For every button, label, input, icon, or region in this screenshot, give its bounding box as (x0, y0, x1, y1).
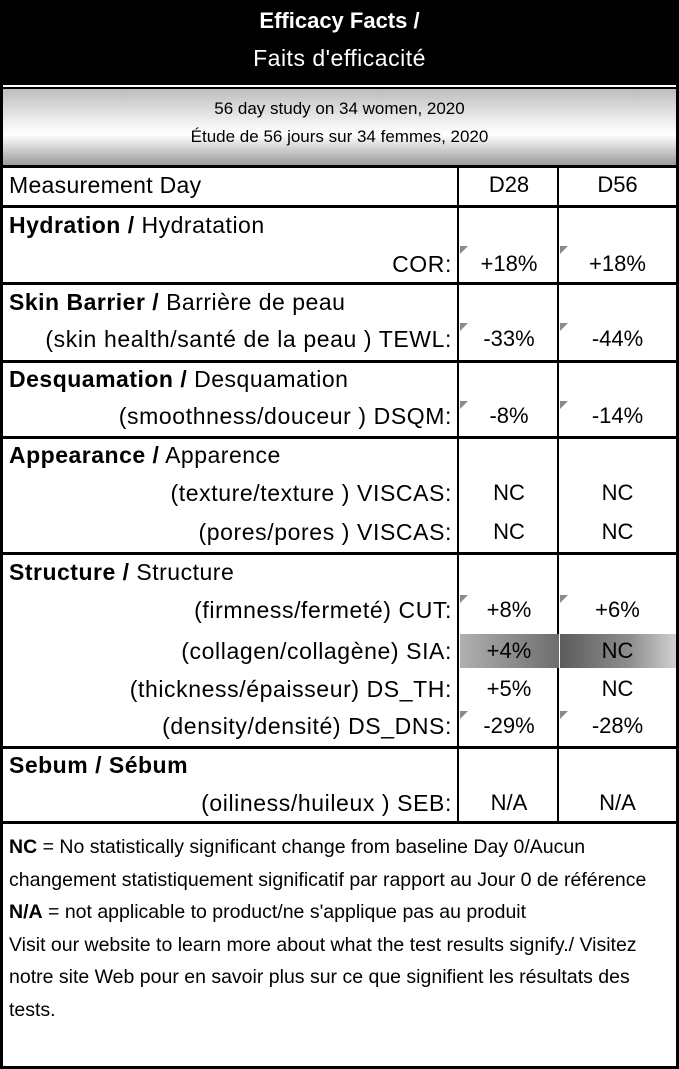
row-label-collagen: (collagen/collagène) SIA: (181, 638, 452, 664)
divider (3, 205, 676, 208)
section-title-skin-barrier: Skin Barrier / Barrière de peau (9, 289, 346, 315)
study-line-french: Étude de 56 jours sur 34 femmes, 2020 (190, 127, 489, 146)
value-texture-d56: NC (601, 480, 634, 505)
value-thickness-d56: NC (601, 676, 634, 701)
section-title-desquamation: Desquamation / Desquamation (9, 366, 349, 392)
value-cor-d28: +18% (480, 251, 538, 276)
value-dsqm-d28: -8% (489, 403, 529, 428)
row-label-seb: (oiliness/huileux ) SEB: (201, 790, 452, 816)
value-firmness-d28: +8% (486, 597, 532, 622)
value-seb-d28: N/A (490, 790, 528, 815)
footnote-website: Visit our website to learn more about what the test results signify./ Visitez notre site Web pour en savoir plus sur ce que signifient les résultats des tests. (9, 933, 637, 1021)
value-firmness-d56: +6% (595, 597, 640, 622)
divider (3, 552, 676, 555)
row-label-dsqm: (smoothness/douceur ) DSQM: (118, 403, 452, 429)
value-collagen-d28: +4% (486, 638, 532, 663)
value-density-d56: -28% (591, 713, 644, 738)
section-title-structure: Structure / Structure (9, 559, 235, 585)
column-header-d28: D28 (488, 172, 530, 197)
row-label-pores: (pores/pores ) VISCAS: (198, 519, 452, 545)
value-collagen-d56: NC (601, 638, 634, 663)
divider (3, 746, 676, 749)
panel-header (3, 3, 676, 85)
value-seb-d56: N/A (599, 790, 636, 815)
divider (3, 282, 676, 285)
footnote-na: N/A = not applicable to product/ne s'applique pas au produit (9, 901, 527, 923)
section-title-sebum: Sebum / Sébum (9, 752, 189, 778)
column-header-measurement: Measurement Day (9, 172, 202, 198)
study-line-english: 56 day study on 34 women, 2020 (214, 99, 465, 118)
row-label-cor: COR: (392, 251, 452, 277)
value-density-d28: -29% (483, 713, 535, 738)
section-title-hydration: Hydration / Hydratation (9, 212, 265, 238)
divider (3, 360, 676, 363)
value-dsqm-d56: -14% (591, 403, 644, 428)
value-tewl-d28: -33% (483, 326, 535, 351)
study-info (3, 87, 676, 165)
value-pores-d56: NC (601, 519, 634, 544)
row-label-tewl: (skin health/santé de la peau ) TEWL: (45, 326, 452, 352)
column-header-d56: D56 (597, 172, 638, 197)
footnotes (9, 831, 671, 1026)
row-label-texture: (texture/texture ) VISCAS: (170, 480, 452, 506)
divider (3, 436, 676, 439)
footnote-nc: NC = No statistically significant change from baseline Day 0/Aucun changement statistiquement significatif par rapport au Jour 0 de référence (9, 836, 647, 891)
value-pores-d28: NC (493, 519, 525, 544)
divider (3, 165, 676, 168)
value-cor-d56: +18% (589, 251, 646, 276)
row-label-firmness: (firmness/fermeté) CUT: (194, 597, 452, 623)
title-french: Faits d'efficacité (253, 45, 426, 71)
value-thickness-d28: +5% (486, 676, 532, 701)
value-texture-d28: NC (493, 480, 525, 505)
row-label-density: (density/densité) DS_DNS: (162, 713, 452, 739)
value-tewl-d56: -44% (591, 326, 644, 351)
section-title-appearance: Appearance / Apparence (9, 442, 281, 468)
title-english: Efficacy Facts / (259, 8, 420, 33)
row-label-thickness: (thickness/épaisseur) DS_TH: (129, 676, 452, 702)
divider (3, 821, 676, 824)
